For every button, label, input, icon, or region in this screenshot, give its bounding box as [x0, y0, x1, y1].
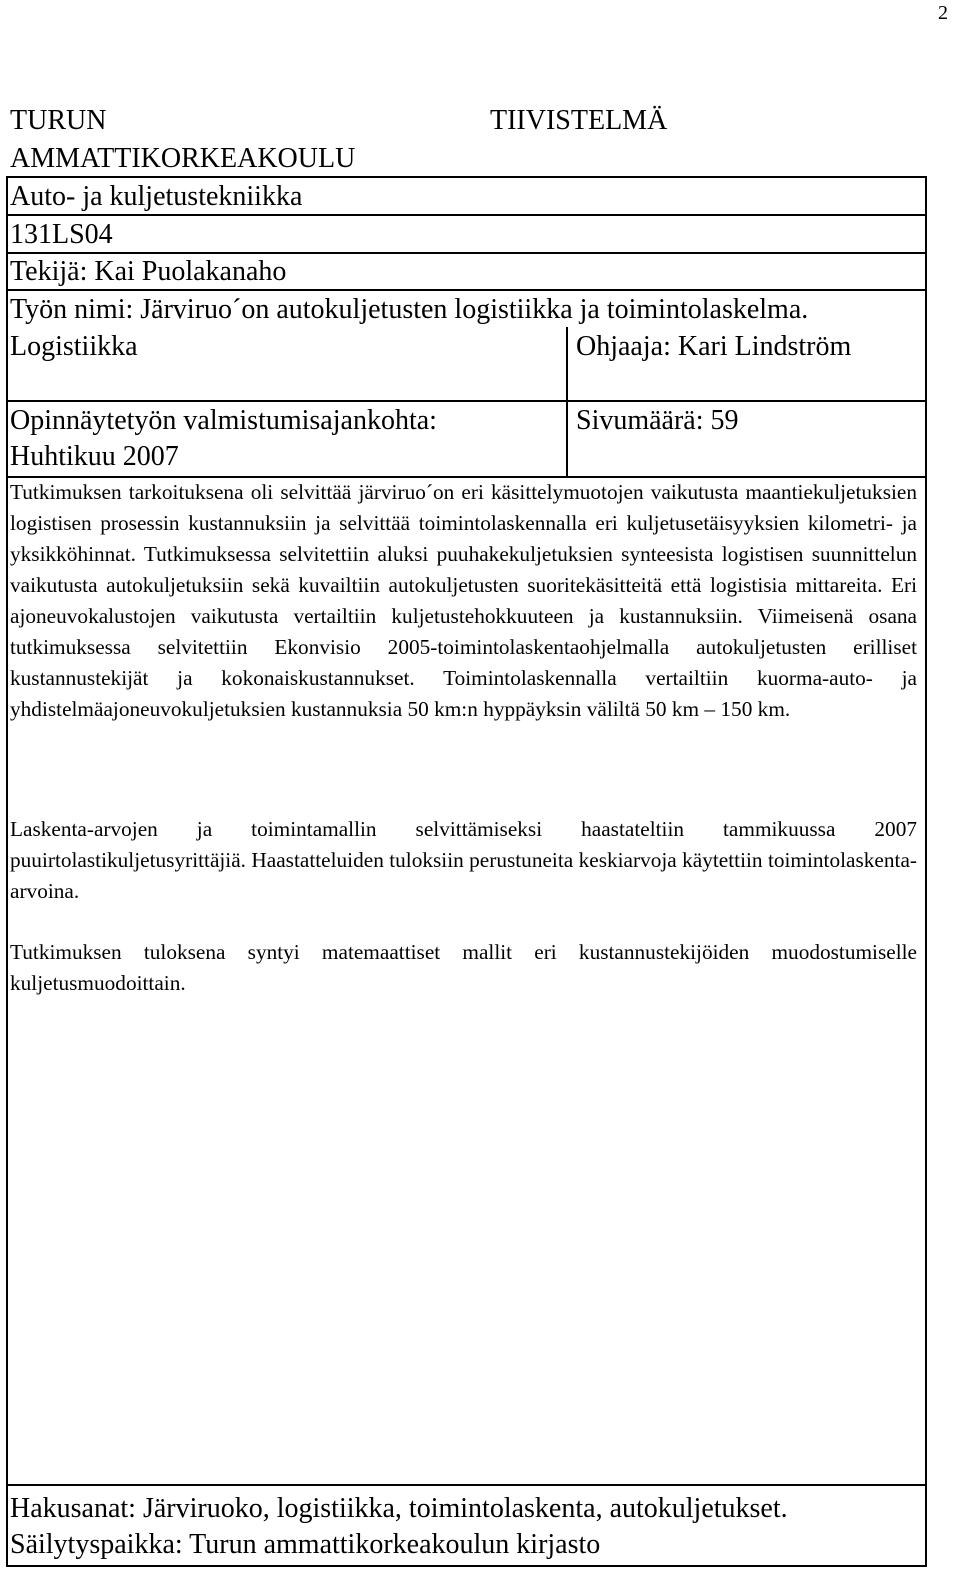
completion-date: Huhtikuu 2007	[10, 441, 179, 472]
institution-name-line2: AMMATTIKORKEAKOULU	[10, 143, 356, 174]
degree-programme: Auto- ja kuljetustekniikka	[10, 181, 303, 212]
author: Tekijä: Kai Puolakanaho	[10, 256, 287, 287]
document-type-heading: TIIVISTELMÄ	[490, 105, 668, 136]
thesis-title: Työn nimi: Järviruo´on autokuljetusten logistiikka ja toimintolaskelma.	[10, 294, 809, 325]
field-of-study: Logistiikka	[10, 331, 138, 362]
abstract-paragraph-1: Tutkimuksen tarkoituksena oli selvittää järviruo´on eri käsittelymuotojen vaikutusta maantiekuljetuksien logistisen prosessin kustannuksiin ja selvittää toimintolaskennalla eri kuljetusetäisyyksien kilometri- ja yksikköhinnat. Tutkimuksessa selvitettiin aluksi puuhakekuljetuksien synteesista logistisen suunnittelun vaikutusta autokuljetuksiin sekä kuvailtiin autokuljetusten suoritekäsitteitä että logistisia mittareita. Eri ajoneuvokalustojen vaikutusta vertailtiin kuljetustehokkuuteen ja kustannuksiin. Viimeisenä osana tutkimuksessa selvitettiin Ekonvisio 2005-toimintolaskentaohjelmalla autokuljetusten erilliset kustannustekijät ja kokonaiskustannukset. Toimintolaskennalla vertailtiin kuorma-auto- ja yhdistelmäajoneuvokuljetuksien kustannuksia 50 km:n hyppäyksin väliltä 50 km – 150 km.	[10, 480, 917, 721]
table-rule	[6, 1565, 927, 1567]
abstract-paragraph-2: Laskenta-arvojen ja toimintamallin selvittämiseksi haastateltiin tammikuussa 2007 puuirtolastikuljetusyrittäjiä. Haastatteluiden tuloksiin perustuneita keskiarvoja käytettiin toimintolaskenta-arvoina.	[10, 817, 917, 903]
group-code: 131LS04	[10, 219, 113, 250]
page-number: 2	[938, 2, 948, 24]
institution-name-line1: TURUN	[10, 105, 107, 136]
abstract-paragraph-3: Tutkimuksen tuloksena syntyi matemaattiset mallit eri kustannustekijöiden muodostumiselle kuljetusmuodoittain.	[10, 940, 917, 995]
supervisor: Ohjaaja: Kari Lindström	[576, 331, 852, 362]
page-count: Sivumäärä: 59	[576, 405, 739, 436]
completion-label: Opinnäytetyön valmistumisajankohta:	[10, 405, 437, 436]
table-border-left	[6, 176, 8, 1567]
table-border-right	[925, 176, 927, 1567]
keywords: Hakusanat: Järviruoko, logistiikka, toimintolaskenta, autokuljetukset.	[10, 1493, 788, 1524]
table-column-divider	[566, 327, 568, 478]
storage-location: Säilytyspaikka: Turun ammattikorkeakoulun kirjasto	[10, 1529, 601, 1560]
table-rule	[6, 1484, 927, 1486]
